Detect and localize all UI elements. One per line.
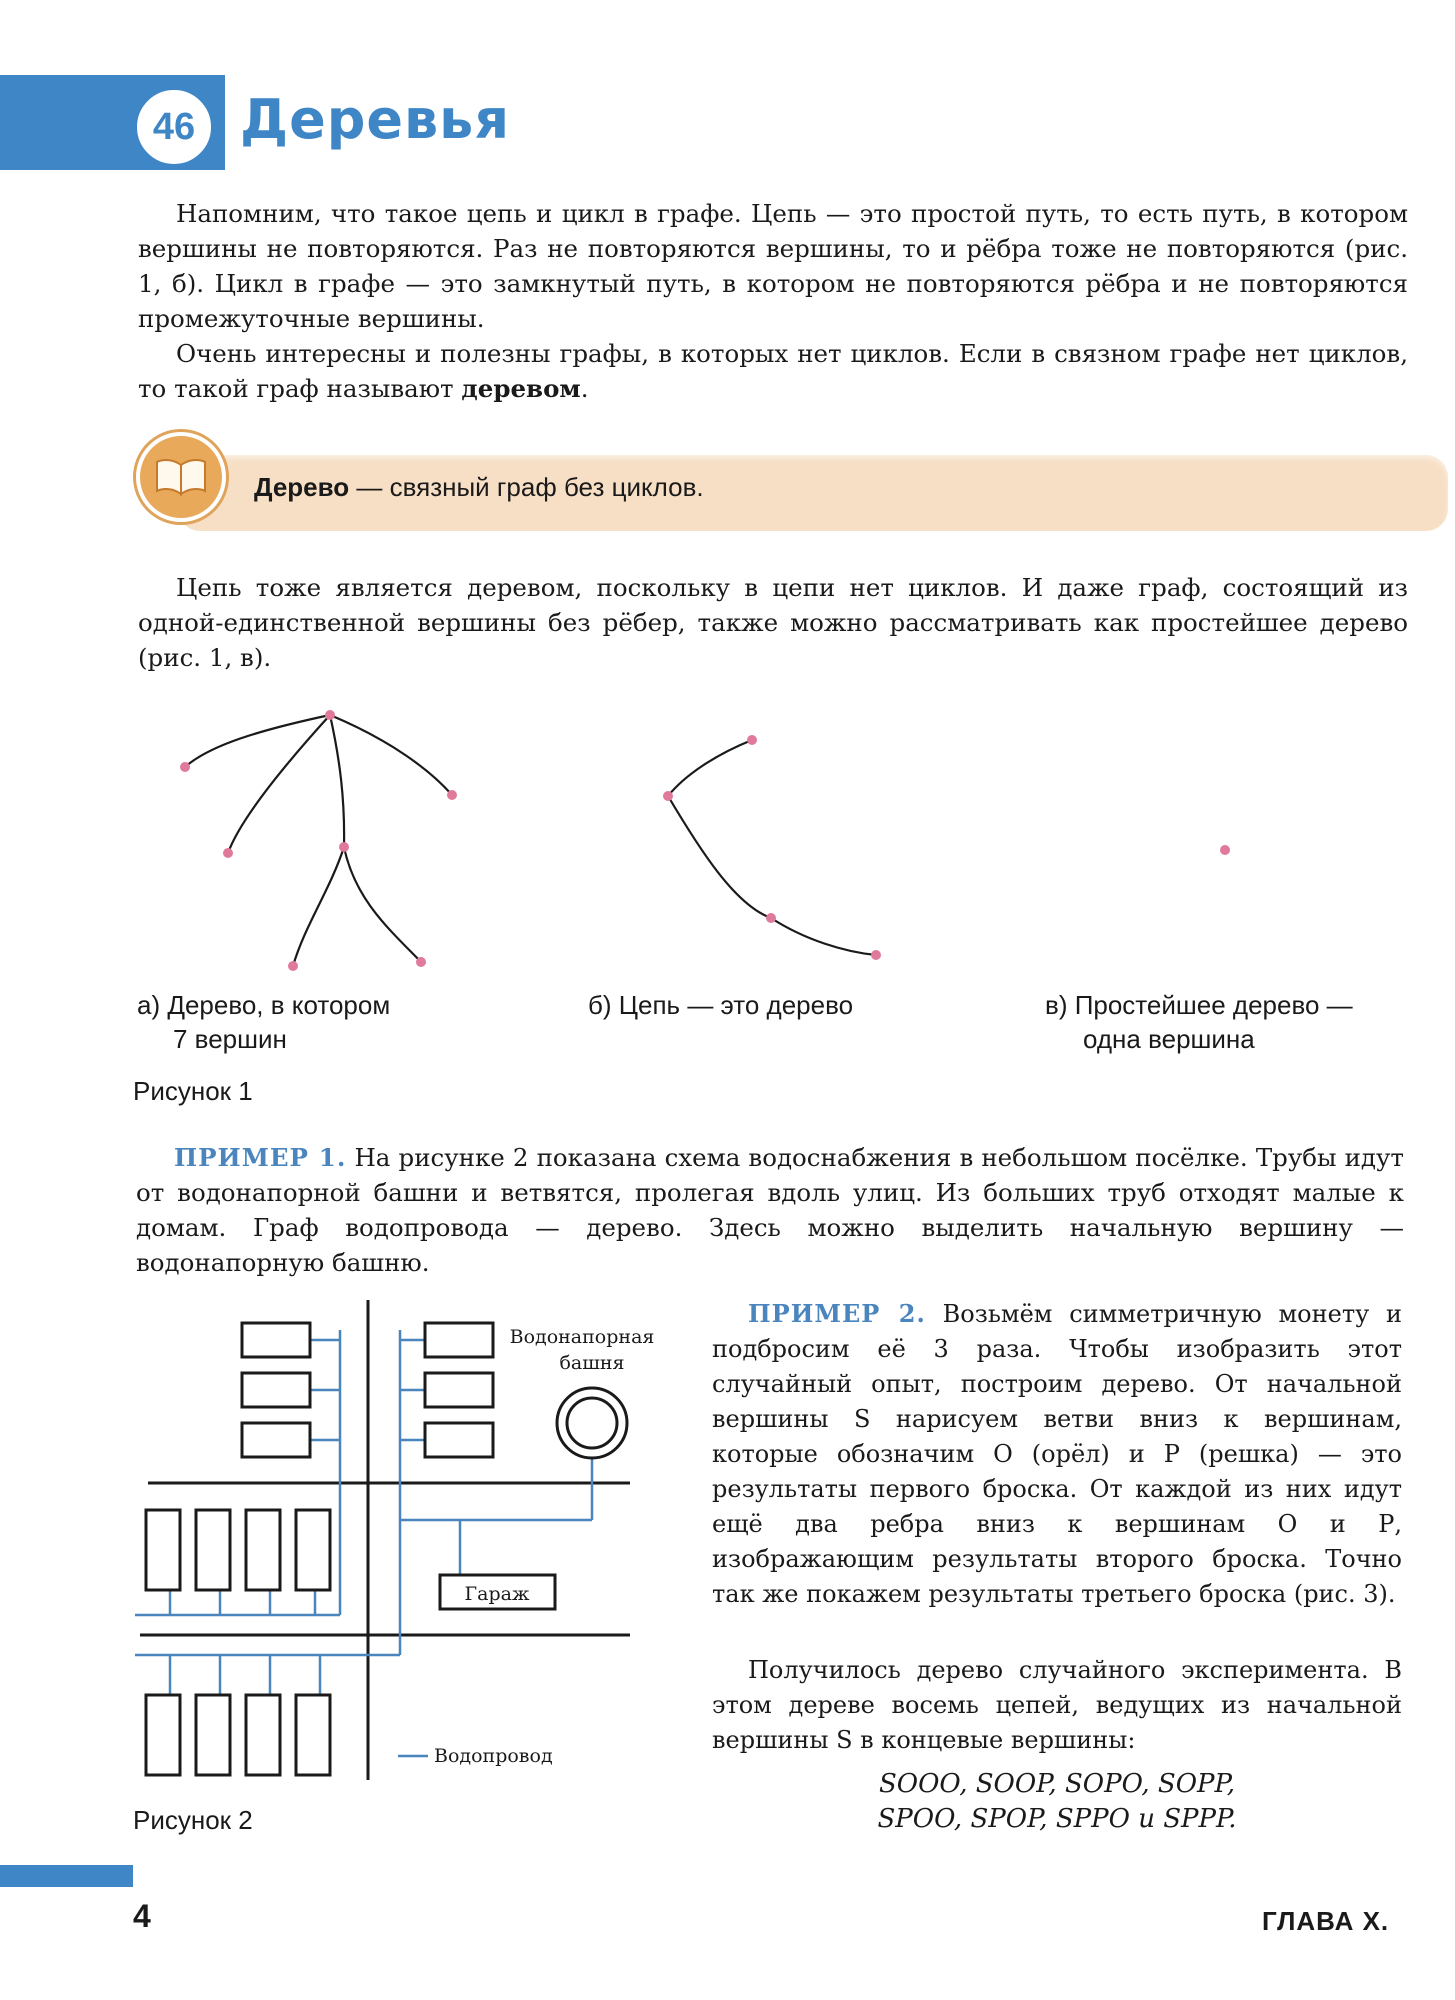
example-2-paragraph-2: Получилось дерево случайного эксперимента. В этом дереве восемь цепей, ведущих из начальной вершины S в концевые вершины:: [712, 1656, 1402, 1754]
definition-text: [254, 472, 704, 503]
chain-b-edge: [771, 918, 876, 955]
section-title: Деревья: [240, 88, 510, 151]
house: [196, 1510, 230, 1590]
caption-a-line-2: 7 вершин: [173, 1024, 287, 1054]
house: [146, 1510, 180, 1590]
tree-a-vertex: [416, 957, 426, 967]
chain-b-vertex: [766, 913, 776, 923]
tree-a-vertex: [288, 961, 298, 971]
tree-a-edge: [330, 715, 344, 847]
tree-a-vertex: [325, 710, 335, 720]
paragraph-3: Цепь тоже является деревом, поскольку в цепи нет циклов. И даже граф, состоящий из одной-единственной вершины без рёбер, также можно рассматривать как простейшее дерево (рис. 1, в).: [138, 573, 1408, 672]
house: [425, 1373, 493, 1407]
tower-label-2: башня: [559, 1352, 625, 1374]
tower-label-1: Водонапорная: [509, 1326, 655, 1348]
house: [425, 1323, 493, 1357]
caption-a: [137, 988, 390, 1056]
house: [196, 1695, 230, 1775]
example-1-text: На рисунке 2 показана схема водоснабжения в небольшом посёлке. Трубы идут от водонапорной башни и ветвятся, пролегая вдоль улиц. Из больших труб отходят малые к домам. Граф водопровода — дерево. Здесь можно выделить начальную вершину — водонапорную башню.: [136, 1143, 1404, 1277]
tree-a-vertex: [447, 790, 457, 800]
caption-b: б) Цепь — это дерево: [588, 990, 854, 1020]
tree-a-vertex: [339, 842, 349, 852]
tree-a-edge: [228, 715, 330, 853]
example-1-paragraph: [136, 1140, 1404, 1280]
chain-b-vertex: [747, 735, 757, 745]
caption-c-line-1: в) Простейшее дерево —: [1045, 990, 1353, 1020]
caption-c-line-2: одна вершина: [1083, 1024, 1255, 1054]
chain-b-vertex: [663, 791, 673, 801]
tree-a-vertex: [223, 848, 233, 858]
chain-b-edge: [668, 796, 771, 918]
chapter-label: ГЛАВА X.: [1262, 1906, 1390, 1936]
single-vertex-c: [1220, 845, 1230, 855]
house: [242, 1423, 310, 1457]
tree-a-vertex: [180, 762, 190, 772]
book-icon: [136, 432, 226, 522]
definition-term: Дерево: [254, 472, 350, 502]
figure-1-label: Рисунок 1: [133, 1076, 253, 1106]
intro-paragraph-1: Напомним, что такое цепь и цикл в графе. Цепь — это простой путь, то есть путь, в котором вершины не повторяются. Раз не повторяются вершины, то и рёбра тоже не повторяются (рис. 1, б). Цикл в графе — это замкнутый путь, в котором не повторяются рёбра и не повторяются промежуточные вершины.: [138, 199, 1408, 333]
figure-2-water-scheme: [130, 1295, 700, 1805]
tree-a-edge: [344, 847, 421, 962]
figure-1-graphs: [0, 690, 1455, 990]
legend-label: Водопровод: [434, 1745, 553, 1767]
page-number: 4: [133, 1898, 151, 1934]
example-1-heading: ПРИМЕР 1.: [174, 1143, 347, 1172]
definition-body: — связный граф без циклов.: [349, 472, 704, 502]
figure-2-label: Рисунок 2: [133, 1805, 253, 1835]
intro-p2-bold: деревом: [461, 374, 581, 403]
example-2-paragraph: [712, 1296, 1402, 1612]
chain-list-line-2: SPOO, SPOP, SPPO и SPPP.: [877, 1804, 1237, 1834]
footer-bar: [0, 1865, 133, 1887]
garage-label: Гараж: [464, 1583, 530, 1605]
chain-list-line-1: SOOO, SOOP, SOPO, SOPP,: [878, 1769, 1235, 1799]
intro-p2-end: .: [580, 374, 589, 403]
example-2-heading: ПРИМЕР 2.: [748, 1299, 926, 1328]
tree-a-edge: [293, 847, 344, 966]
section-number: 46: [132, 85, 216, 169]
house: [296, 1510, 330, 1590]
water-tower: [557, 1388, 627, 1458]
chain-b-vertex: [871, 950, 881, 960]
caption-c: [1045, 988, 1353, 1056]
intro-p2-start: Очень интересны и полезны графы, в которых нет циклов. Если в связном графе нет циклов, то такой граф называют: [138, 339, 1408, 403]
example-2-text: Возьмём симметричную монету и подбросим её 3 раза. Чтобы изобразить этот случайный опыт, построим дерево. От начальной вершины S нарисуем ветви вниз к вершинам, которые обозначим О (орёл) и Р (решка) — это результаты первого броска. От каждой из них идут ещё два ребра вниз к вершинам О и Р, изображающим результаты второго броска. Точно так же покажем результаты третьего броска (рис. 3).: [712, 1300, 1403, 1608]
house: [242, 1323, 310, 1357]
house: [146, 1695, 180, 1775]
house: [246, 1695, 280, 1775]
tree-a-edge: [330, 715, 452, 795]
caption-a-line-1: а) Дерево, в котором: [137, 990, 391, 1020]
intro-paragraph-2: [138, 336, 1408, 406]
house: [242, 1373, 310, 1407]
house: [246, 1510, 280, 1590]
house: [296, 1695, 330, 1775]
chain-b-edge: [668, 740, 752, 796]
house: [425, 1423, 493, 1457]
